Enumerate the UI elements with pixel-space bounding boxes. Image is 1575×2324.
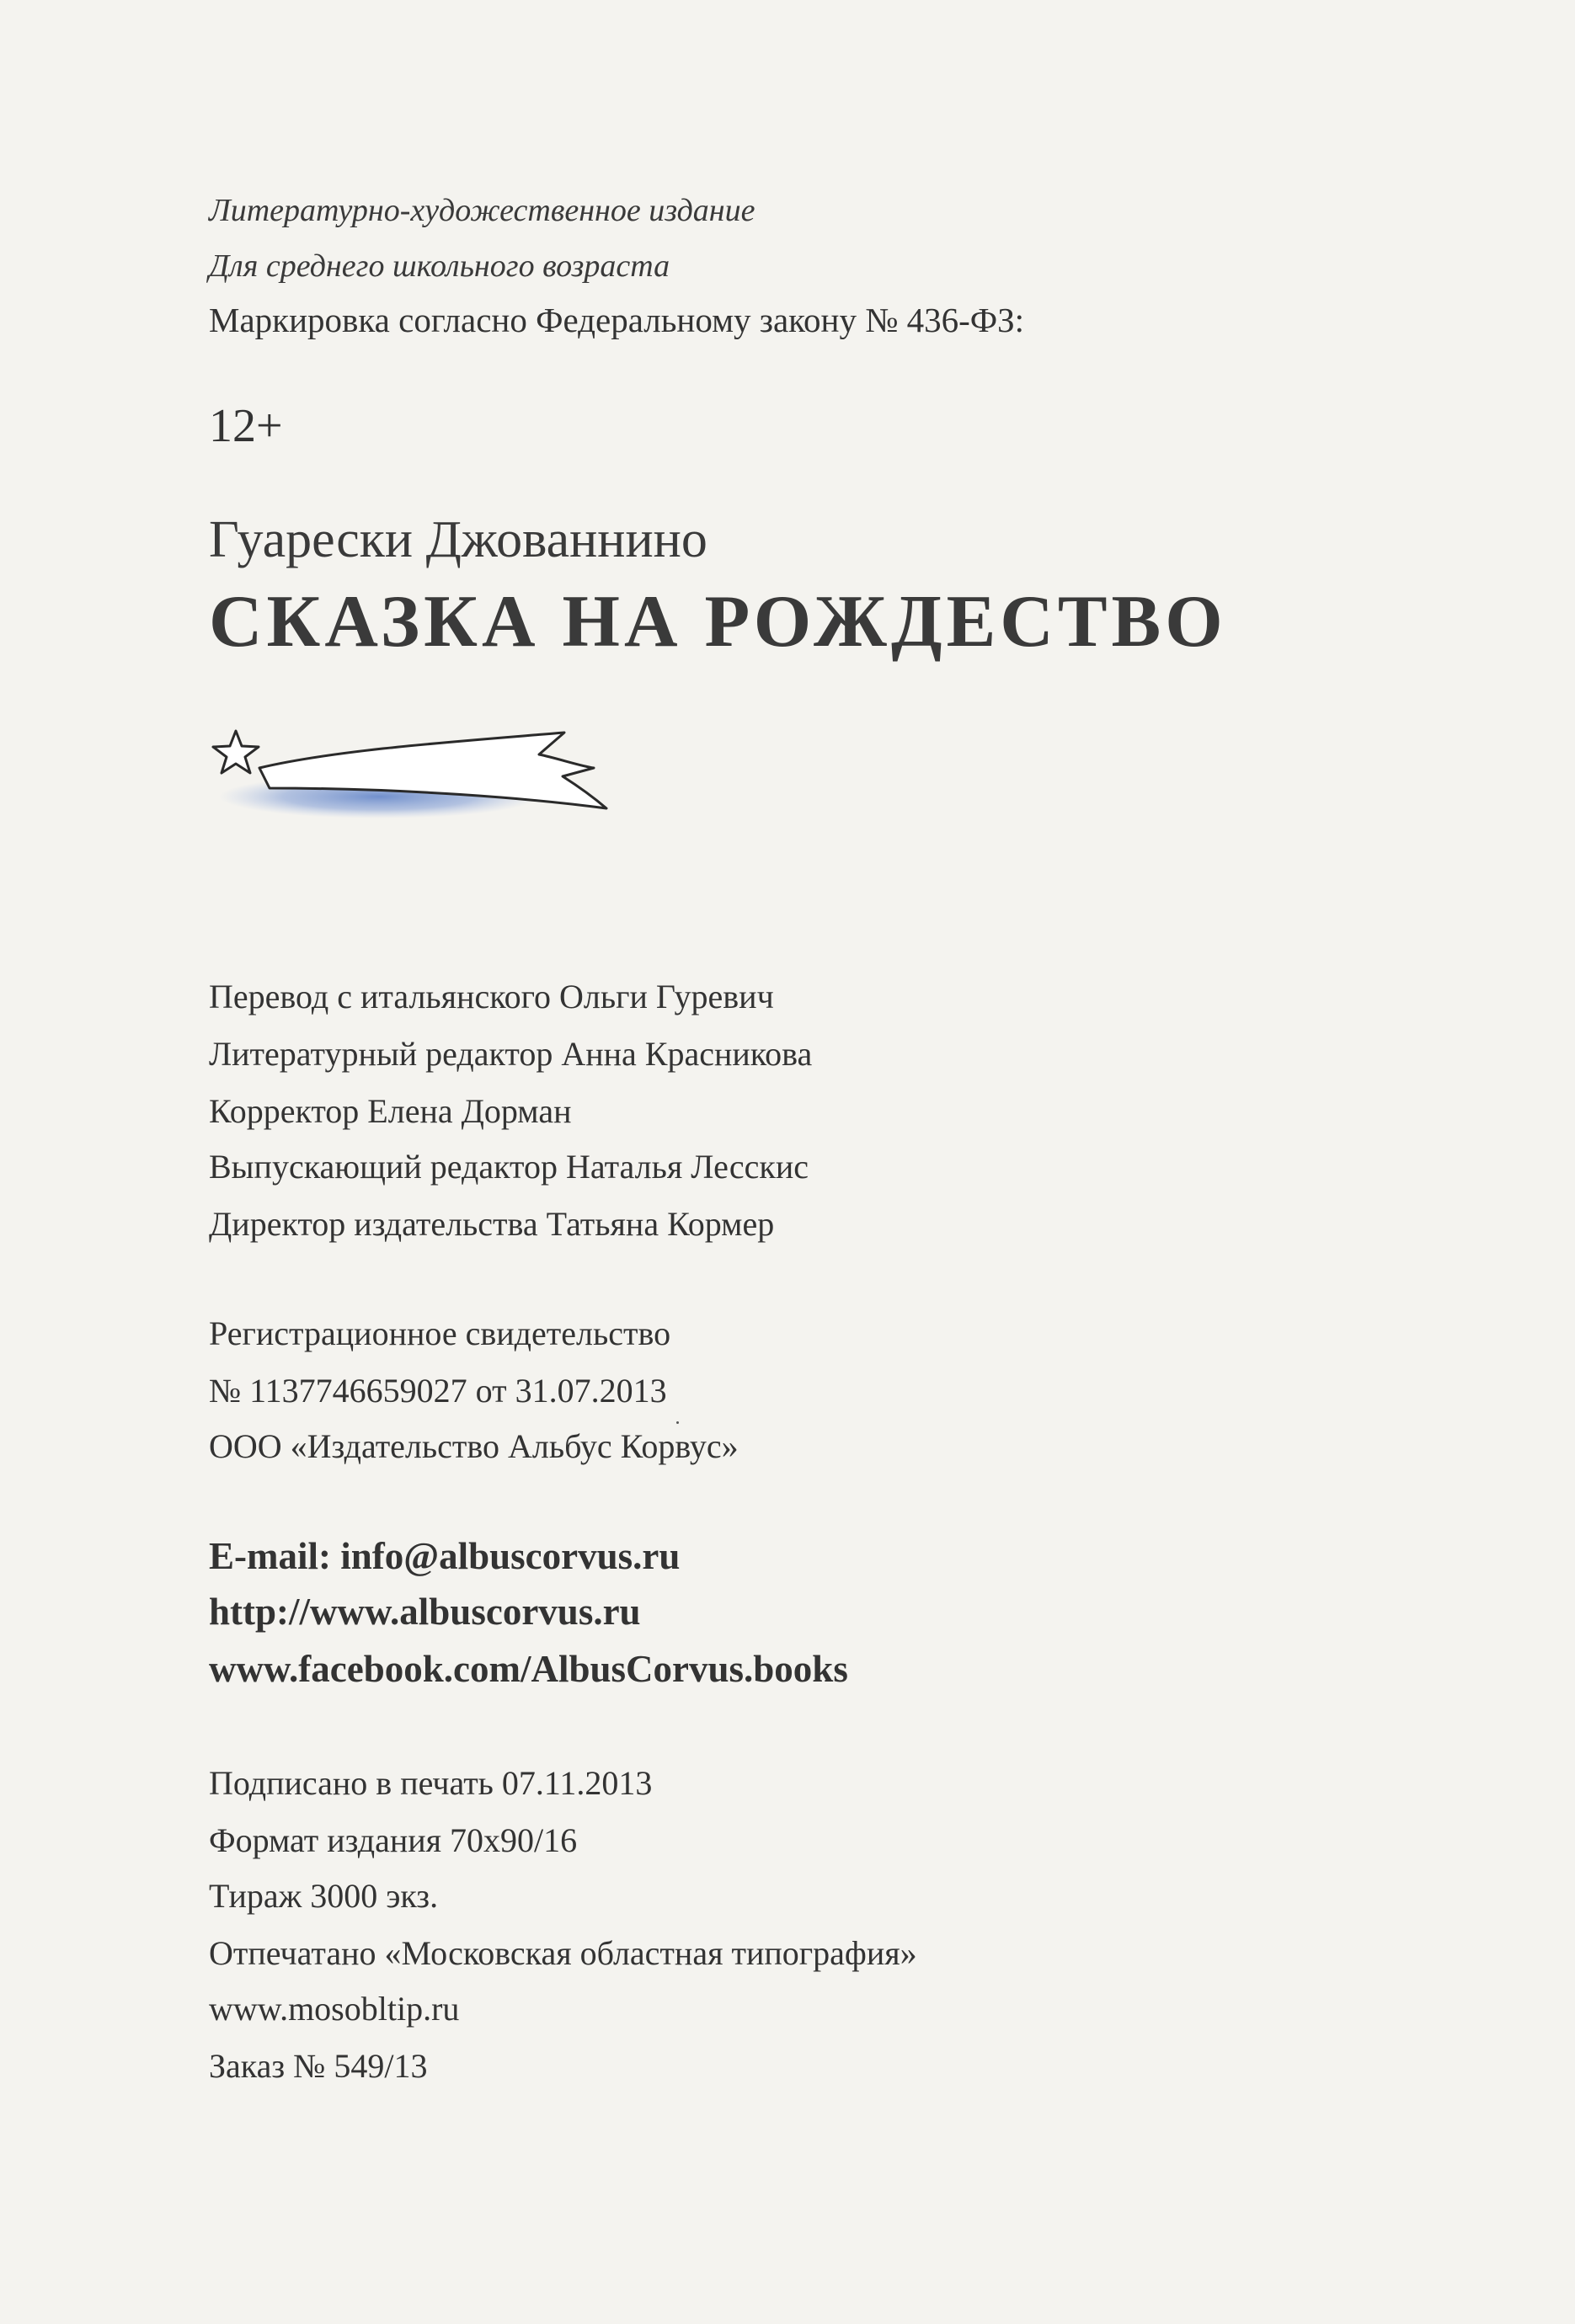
- edition-type: Литературно-художественное издание: [209, 193, 755, 228]
- credit-managing-editor: Выпускающий редактор Наталья Лесскис: [209, 1148, 809, 1186]
- registration-number: № 1137746659027 от 31.07.2013: [209, 1372, 667, 1410]
- age-rating: 12+: [209, 400, 283, 452]
- age-group: Для среднего школьного возраста: [209, 248, 670, 284]
- credit-proofreader: Корректор Елена Дорман: [209, 1092, 572, 1130]
- print-speck: [676, 1421, 679, 1424]
- contact-facebook: www.facebook.com/AlbusCorvus.books: [209, 1648, 848, 1690]
- print-signed-date: Подписано в печать 07.11.2013: [209, 1764, 653, 1802]
- credit-director: Директор издательства Татьяна Кормер: [209, 1205, 775, 1243]
- credit-literary-editor: Литературный редактор Анна Красникова: [209, 1035, 813, 1073]
- publisher-name: ООО «Издательство Альбус Корвус»: [209, 1427, 739, 1465]
- print-run: Тираж 3000 экз.: [209, 1877, 439, 1915]
- marking-law: Маркировка согласно Федеральному закону № 436-ФЗ:: [209, 301, 1025, 339]
- registration-certificate: Регистрационное свидетельство: [209, 1314, 671, 1352]
- credit-translator: Перевод с итальянского Ольги Гуревич: [209, 978, 774, 1015]
- printing-house: Отпечатано «Московская областная типография»: [209, 1934, 917, 1972]
- print-format: Формат издания 70x90/16: [209, 1821, 578, 1859]
- book-author: Гуарески Джованнино: [209, 511, 707, 568]
- shooting-star-icon: [211, 724, 615, 834]
- order-number: Заказ № 549/13: [209, 2047, 428, 2085]
- printing-house-site: www.mosobltip.ru: [209, 1990, 460, 2028]
- contact-website: http://www.albuscorvus.ru: [209, 1591, 641, 1633]
- contact-email: E-mail: info@albuscorvus.ru: [209, 1535, 681, 1577]
- book-title: СКАЗКА НА РОЖДЕСТВО: [209, 581, 1227, 663]
